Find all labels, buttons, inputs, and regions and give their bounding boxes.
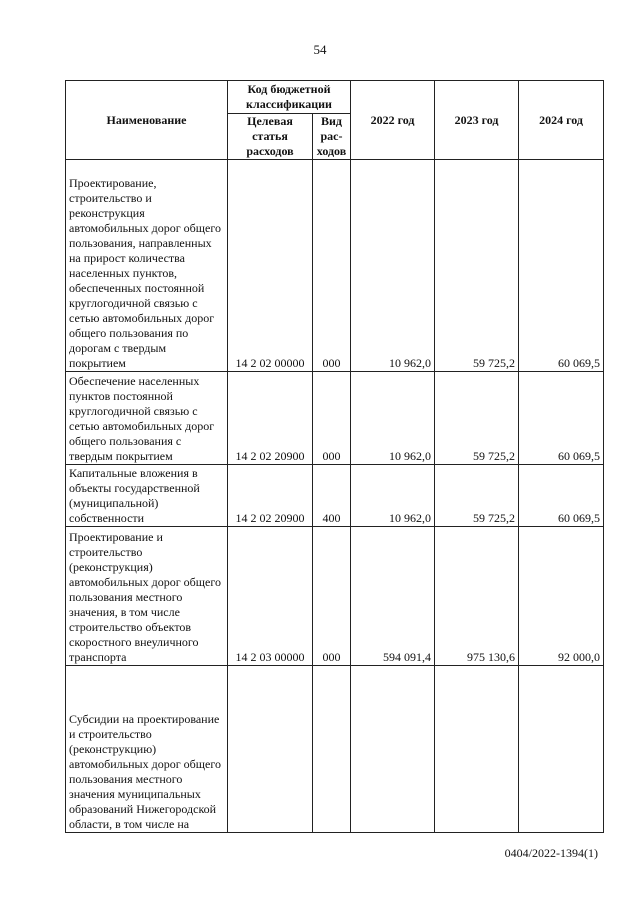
row-code: 14 2 02 20900 bbox=[228, 372, 313, 465]
row-vid: 000 bbox=[313, 160, 351, 372]
row-code: 14 2 02 00000 bbox=[228, 160, 313, 372]
row-name: Капитальные вложения в объекты государственной (муниципальной) собственности bbox=[66, 465, 228, 527]
row-vid: 400 bbox=[313, 465, 351, 527]
table-row bbox=[66, 160, 604, 372]
header-target-article: Целевая статья расходов bbox=[228, 114, 313, 160]
table-row bbox=[66, 465, 604, 527]
header-kbk-group: Код бюджетной классификации bbox=[228, 81, 351, 114]
row-vid: 000 bbox=[313, 527, 351, 666]
row-2023: 975 130,6 bbox=[435, 527, 519, 666]
row-2022: 10 962,0 bbox=[351, 372, 435, 465]
row-name: Субсидии на проектирование и строительство (реконструкцию) автомобильных дорог общего пользования местного значения муниципальных образований Нижегородской области, в том числе на bbox=[66, 666, 228, 833]
row-name: Проектирование и строительство (реконструкция) автомобильных дорог общего пользования местного значения, в том числе строительство объектов скоростного внеуличного транспорта bbox=[66, 527, 228, 666]
row-name: Проектирование, строительство и реконструкция автомобильных дорог общего пользования, направленных на прирост количества населенных пунктов, обеспеченных постоянной круглогодичной связью с сетью автомобильных дорог общего пользования по дорогам с твердым покрытием bbox=[66, 160, 228, 372]
header-2024: 2024 год bbox=[519, 81, 604, 160]
row-2022 bbox=[351, 666, 435, 833]
row-2023: 59 725,2 bbox=[435, 465, 519, 527]
header-name: Наименование bbox=[66, 81, 228, 160]
row-2023 bbox=[435, 666, 519, 833]
table-row bbox=[66, 372, 604, 465]
page-number: 54 bbox=[313, 42, 327, 57]
budget-table bbox=[65, 80, 604, 833]
row-code: 14 2 03 00000 bbox=[228, 527, 313, 666]
row-2022: 10 962,0 bbox=[351, 465, 435, 527]
header-row-top bbox=[66, 81, 604, 114]
header-expense-type: Вид рас-ходов bbox=[313, 114, 351, 160]
row-name: Обеспечение населенных пунктов постоянной круглогодичной связью с сетью автомобильных дорог общего пользования с твердым покрытием bbox=[66, 372, 228, 465]
table-row bbox=[66, 666, 604, 833]
row-2024: 92 000,0 bbox=[519, 527, 604, 666]
header-2022: 2022 год bbox=[351, 81, 435, 160]
row-2022: 10 962,0 bbox=[351, 160, 435, 372]
header-2023: 2023 год bbox=[435, 81, 519, 160]
row-code: 14 2 02 20900 bbox=[228, 465, 313, 527]
row-2024: 60 069,5 bbox=[519, 465, 604, 527]
document-code: 0404/2022-1394(1) bbox=[504, 846, 598, 860]
row-vid bbox=[313, 666, 351, 833]
row-code bbox=[228, 666, 313, 833]
row-2024 bbox=[519, 666, 604, 833]
row-2022: 594 091,4 bbox=[351, 527, 435, 666]
row-2023: 59 725,2 bbox=[435, 372, 519, 465]
table-row bbox=[66, 527, 604, 666]
row-2024: 60 069,5 bbox=[519, 160, 604, 372]
row-vid: 000 bbox=[313, 372, 351, 465]
row-2023: 59 725,2 bbox=[435, 160, 519, 372]
row-2024: 60 069,5 bbox=[519, 372, 604, 465]
